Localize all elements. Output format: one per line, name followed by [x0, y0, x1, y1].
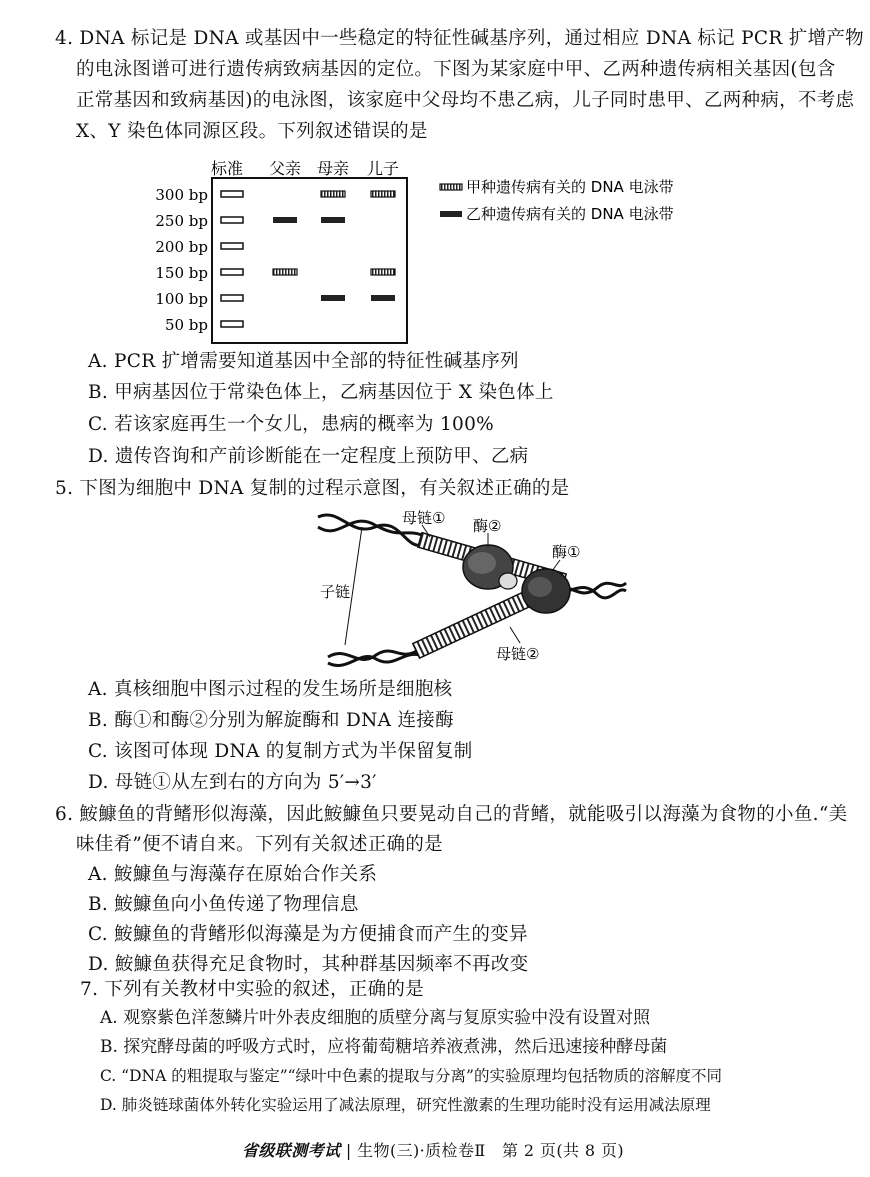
label-parent-strand-1: 母链① [402, 509, 446, 527]
gel-row-150: 150 bp [155, 264, 208, 282]
q7-option-b: B. 探究酵母菌的呼吸方式时，应将葡萄糖培养液煮沸，然后迅速接种酵母菌 [100, 1037, 668, 1057]
ladder-band-100 [221, 295, 243, 301]
mother-band-300-disease-a [321, 191, 345, 197]
q4-stem-line-4: X、Y 染色体同源区段。下列叙述错误的是 [76, 121, 428, 142]
q5-option-d: D. 母链①从左到右的方向为 5′→3′ [88, 772, 377, 793]
q4-stem-line-1: 4. DNA 标记是 DNA 或基因中一些稳定的特征性碱基序列，通过相应 DNA 标记 PCR 扩增产物 [55, 28, 864, 49]
gel-column-standard: 标准 [210, 159, 244, 178]
legend-label-a: 甲种遗传病有关的 DNA 电泳带 [466, 178, 674, 196]
q4-option-b: B. 甲病基因位于常染色体上，乙病基因位于 X 染色体上 [88, 382, 554, 403]
son-band-300-disease-a [371, 191, 395, 197]
electrophoresis-figure [150, 158, 674, 348]
mother-band-100-disease-b [321, 295, 345, 301]
legend-swatch-b [440, 211, 462, 217]
ladder-band-50 [221, 321, 243, 327]
q7-option-c: C. “DNA 的粗提取与鉴定”“绿叶中色素的提取与分离”的实验原理均包括物质的溶解度不同 [100, 1067, 722, 1085]
ladder-band-150 [221, 269, 243, 275]
ladder-band-250 [221, 217, 243, 223]
q5-option-a: A. 真核细胞中图示过程的发生场所是细胞核 [88, 679, 453, 700]
q4-option-c: C. 若该家庭再生一个女儿，患病的概率为 100% [88, 414, 495, 435]
q6-option-a: A. 鮟鱇鱼与海藻存在原始合作关系 [88, 864, 378, 885]
footer-brand: 省级联测考试 [242, 1141, 341, 1160]
q6-stem-line-2: 味佳肴”便不请自来。下列有关叙述正确的是 [76, 834, 443, 855]
q4-option-a: A. PCR 扩增需要知道基因中全部的特征性碱基序列 [88, 351, 519, 372]
legend-swatch-a [440, 184, 462, 190]
ladder-band-300 [221, 191, 243, 197]
gel-column-father: 父亲 [268, 159, 302, 178]
gel-row-50: 50 bp [164, 316, 208, 334]
legend-label-b: 乙种遗传病有关的 DNA 电泳带 [466, 205, 674, 223]
q6-option-c: C. 鮟鱇鱼的背鳍形似海藻是为方便捕食而产生的变异 [88, 924, 528, 945]
page-footer [242, 1138, 624, 1161]
q7-option-a: A. 观察紫色洋葱鳞片叶外表皮细胞的质壁分离与复原实验中没有设置对照 [100, 1008, 651, 1028]
son-band-100-disease-b [371, 295, 395, 301]
father-band-250-disease-b [273, 217, 297, 223]
label-parent-strand-2: 母链② [496, 645, 540, 663]
gel-row-250: 250 bp [155, 212, 208, 230]
label-enzyme-1: 酶① [552, 543, 581, 561]
ladder-band-200 [221, 243, 243, 249]
q5-option-b: B. 酶①和酶②分别为解旋酶和 DNA 连接酶 [88, 710, 454, 731]
footer-page-info: | 生物(三)·质检卷Ⅱ 第 2 页(共 8 页) [345, 1141, 625, 1160]
gel-row-100: 100 bp [155, 290, 208, 308]
q7-option-d: D. 肺炎链球菌体外转化实验运用了减法原理，研究性激素的生理功能时没有运用减法原理 [100, 1096, 711, 1114]
q5-option-c: C. 该图可体现 DNA 的复制方式为半保留复制 [88, 741, 473, 762]
son-band-150-disease-a [371, 269, 395, 275]
q4-option-d: D. 遗传咨询和产前诊断能在一定程度上预防甲、乙病 [88, 446, 529, 467]
gel-row-200: 200 bp [155, 238, 208, 256]
q5-stem: 5. 下图为细胞中 DNA 复制的过程示意图，有关叙述正确的是 [55, 478, 570, 499]
mother-band-250-disease-b [321, 217, 345, 223]
label-enzyme-2: 酶② [473, 517, 502, 535]
q6-stem-line-1: 6. 鮟鱇鱼的背鳍形似海藻，因此鮟鱇鱼只要晃动自己的背鳍，就能吸引以海藻为食物的小鱼.“美 [55, 804, 848, 825]
q6-option-b: B. 鮟鱇鱼向小鱼传递了物理信息 [88, 894, 359, 915]
q4-stem-line-2: 的电泳图谱可进行遗传病致病基因的定位。下图为某家庭中甲、乙两种遗传病相关基因(包含 [76, 59, 836, 80]
q6-option-d: D. 鮟鱇鱼获得充足食物时，其种群基因频率不再改变 [88, 954, 529, 975]
gel-column-son: 儿子 [366, 159, 400, 178]
dna-replication-diagram [310, 505, 630, 670]
q4-stem-line-3: 正常基因和致病基因)的电泳图，该家庭中父母均不患乙病，儿子同时患甲、乙两种病，不考虑 [76, 90, 855, 111]
q7-stem: 7. 下列有关教材中实验的叙述，正确的是 [80, 979, 425, 1000]
label-daughter-strand: 子链 [320, 583, 351, 601]
primer-bubble [499, 573, 517, 589]
father-band-150-disease-a [273, 269, 297, 275]
gel-row-300: 300 bp [155, 186, 208, 204]
gel-column-mother: 母亲 [316, 159, 350, 178]
gel-frame [212, 178, 407, 343]
